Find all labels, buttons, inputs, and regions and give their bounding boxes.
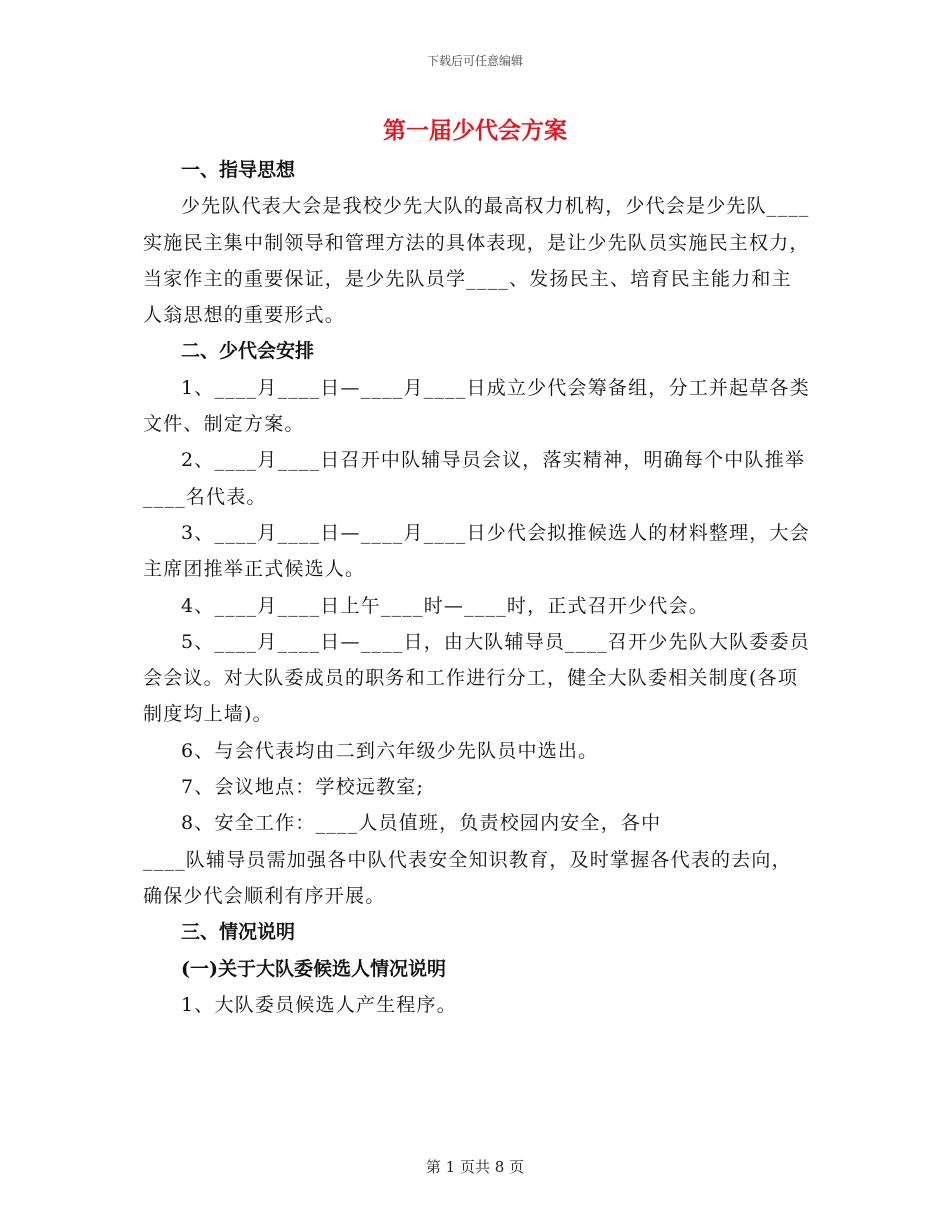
section-heading-guiding-ideology: 一、指导思想 <box>181 159 296 181</box>
list-item: 1、____月____日—____月____日成立少代会筹备组，分工并起草各类文件、制定方案。 <box>143 376 810 436</box>
section-heading-arrangement: 二、少代会安排 <box>181 340 315 363</box>
list-item: 6、与会代表均由二到六年级少先队员中选出。 <box>181 739 599 762</box>
document-body <box>143 152 811 1023</box>
document-title: 第一届少代会方案 <box>383 117 567 144</box>
list-item: 7、会议地点：学校远教室; <box>181 776 425 799</box>
page-header: 下载后可任意编辑 <box>426 54 523 68</box>
list-item: 5、____月____日—____日，由大队辅导员____召开少先队大队委委员会会议。对大队委成员的职务和工作进行分工，健全大队委相关制度(各项制度均上墙)。 <box>143 630 810 726</box>
list-item: 2、____月____日召开中队辅导员会议，落实精神，明确每个中队推举____名代表。 <box>143 449 806 508</box>
list-item: 4、____月____日上午____时—____时，正式召开少代会。 <box>181 594 709 617</box>
paragraph-guiding-ideology: 少先队代表大会是我校少先大队的最高权力机构，少代会是少先队____实施民主集中制领导和管理方法的具体表现，是让少先队员实施民主权力，当家作主的重要保证，是少先队员学____、发扬民主、培育民主能力和主人翁思想的重要形式。 <box>143 195 810 327</box>
subsection-heading-candidates: (一)关于大队委候选人情况说明 <box>181 957 446 980</box>
list-item: 3、____月____日—____月____日少代会拟推候选人的材料整理，大会主席团推举正式候选人。 <box>143 521 810 581</box>
list-item-continuation: ____队辅导员需加强各中队代表安全知识教育，及时掌握各代表的去向，确保少代会顺利有序开展。 <box>143 848 792 907</box>
list-item: 8、安全工作：____人员值班，负责校园内安全，各中 <box>181 812 662 835</box>
list-item: 1、大队委员候选人产生程序。 <box>181 993 457 1016</box>
page-footer: 第 1 页共 8 页 <box>425 1158 525 1176</box>
section-heading-explanation: 三、情况说明 <box>181 921 296 944</box>
